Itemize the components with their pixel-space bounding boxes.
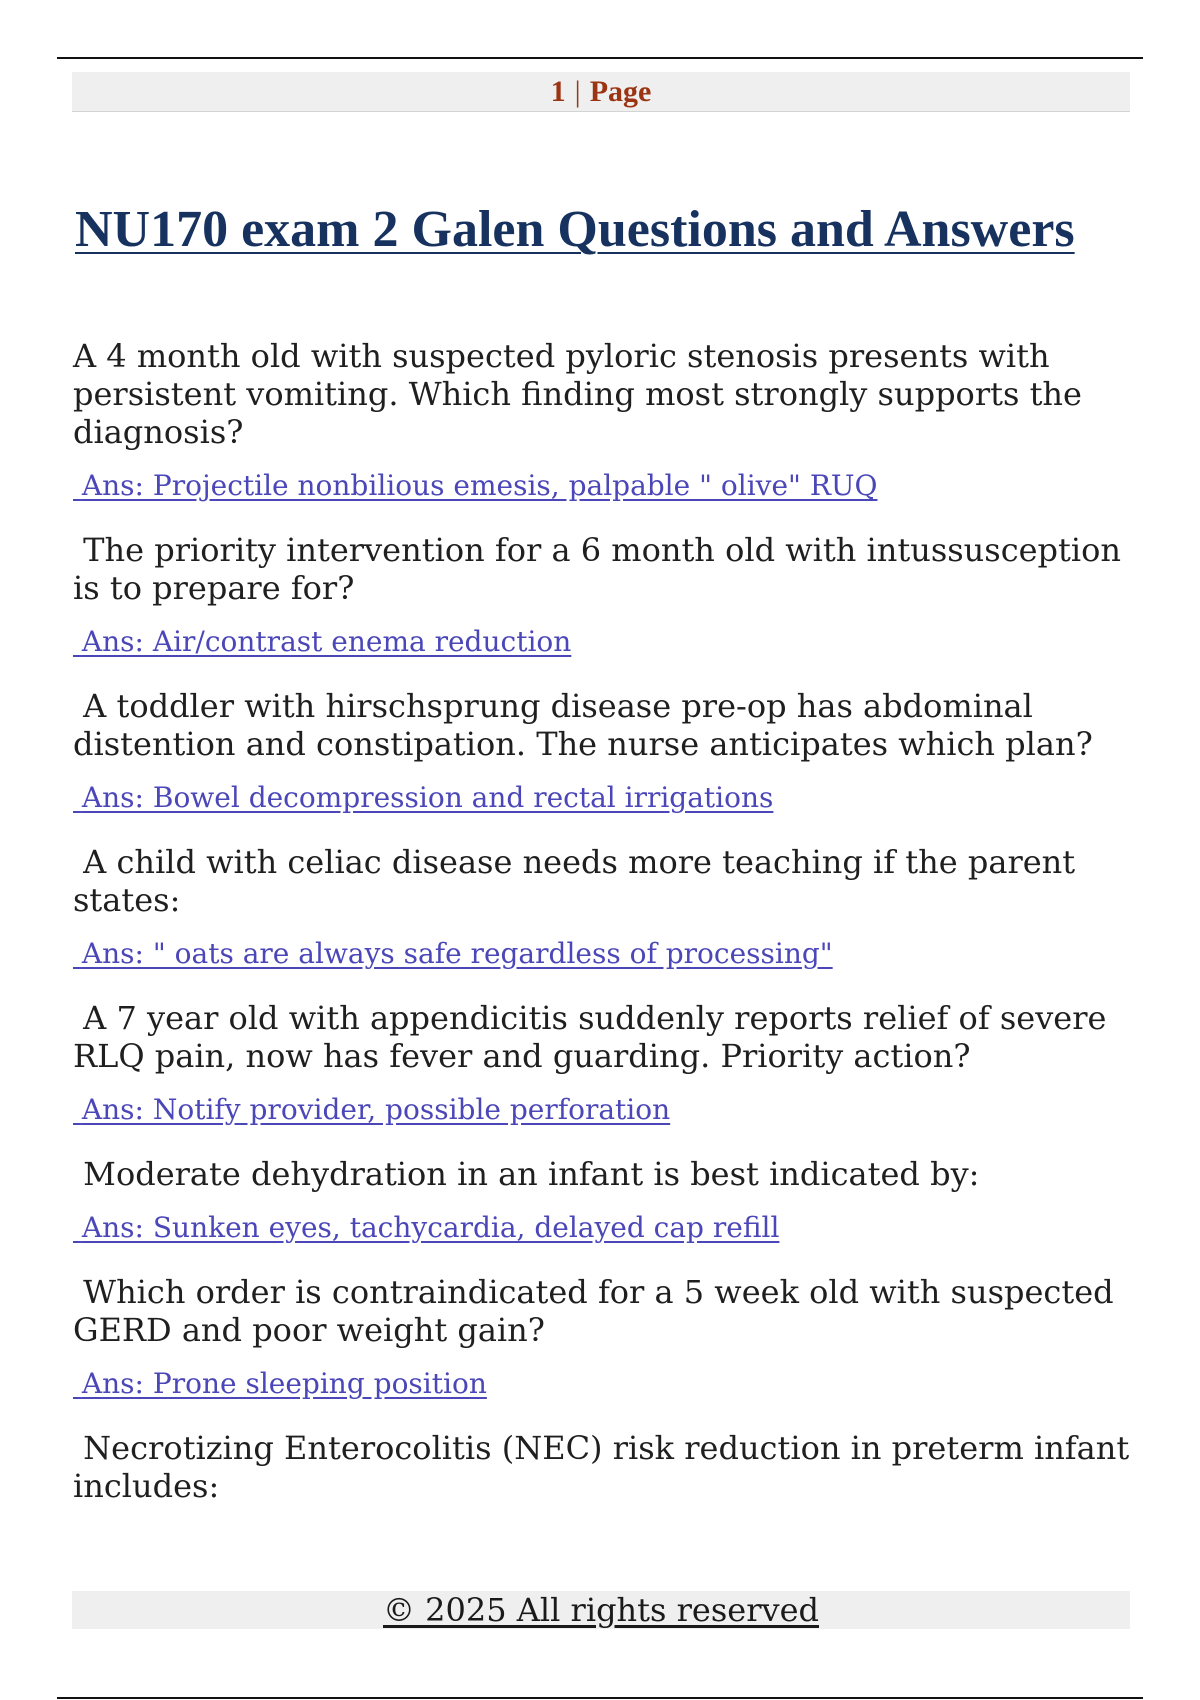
answer-link[interactable]: Ans: Prone sleeping position [73,1367,487,1400]
qa-item [73,1155,1133,1245]
question-text: Which order is contraindicated for a 5 week old with suspected GERD and poor weight gain? [73,1273,1124,1349]
question-text: A child with celiac disease needs more teaching if the parent states: [73,843,1086,919]
qa-item [73,337,1133,503]
qa-item [73,687,1133,815]
answer-link[interactable]: Ans: Bowel decompression and rectal irrigations [73,781,774,814]
top-rule [57,57,1143,59]
qa-item [73,1429,1140,1505]
qa-item [73,843,1133,971]
answer-link[interactable]: Ans: " oats are always safe regardless of processing" [73,937,833,970]
question-text: Necrotizing Enterocolitis (NEC) risk reduction in preterm infant includes: [73,1429,1140,1505]
question-text: Moderate dehydration in an infant is best indicated by: [73,1155,980,1193]
page-number: 1 [550,75,566,108]
question-text: A toddler with hirschsprung disease pre-op has abdominal distention and constipation. The nurse anticipates which plan? [73,687,1093,763]
page-footer [72,1591,1130,1629]
copyright-text: © 2025 All rights reserved [383,1591,819,1629]
page-header [72,72,1130,112]
page-separator: | [574,75,581,108]
answer-link[interactable]: Ans: Sunken eyes, tachycardia, delayed cap refill [73,1211,780,1244]
answer-link[interactable]: Ans: Notify provider, possible perforation [73,1093,671,1126]
qa-item [73,1273,1133,1401]
qa-item [73,999,1133,1127]
answer-link[interactable]: Ans: Projectile nonbilious emesis, palpable " olive" RUQ [73,469,878,502]
question-text: A 7 year old with appendicitis suddenly reports relief of severe RLQ pain, now has fever and guarding. Priority action? [73,999,1117,1075]
bottom-rule [57,1697,1143,1699]
page-label: Page [589,75,652,108]
qa-item [73,531,1133,659]
qa-list [73,337,1140,1505]
answer-link[interactable]: Ans: Air/contrast enema reduction [73,625,572,658]
question-text: A 4 month old with suspected pyloric stenosis presents with persistent vomiting. Which finding most strongly supports the diagnosis? [73,337,1093,451]
document-title: NU170 exam 2 Galen Questions and Answers [75,201,1075,258]
question-text: The priority intervention for a 6 month old with intussusception is to prepare for? [73,531,1132,607]
